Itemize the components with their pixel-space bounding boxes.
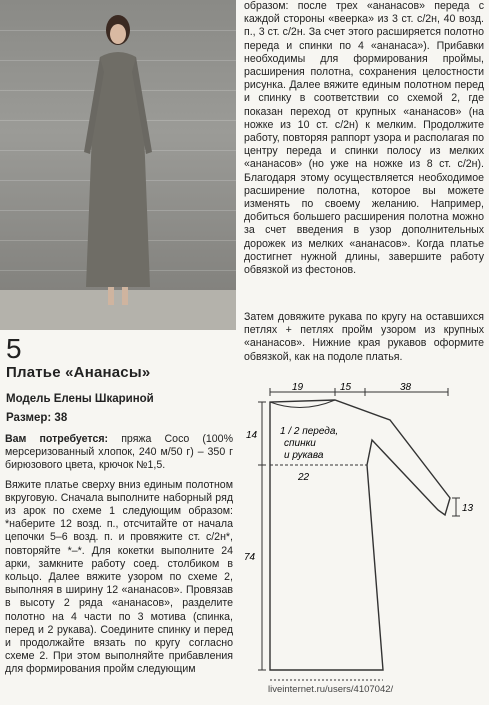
author-line: Модель Елены Шкариной	[6, 393, 154, 405]
materials-text: пряжа Coco (100% мерсеризованный хлопок, 240 м/50 г) – 350 г бирюзового цвета, крючок №1,5.	[5, 433, 233, 472]
dim-14: 14	[246, 430, 258, 441]
dim-22: 22	[298, 472, 310, 483]
watermark-url: liveinternet.ru/users/4107042/	[268, 684, 394, 695]
main-instructions: Вяжите платье сверху вниз единым полотном вкруговую. Сначала выполните наборный ряд из арок по схеме 1 следующим образом: *наберите 12 возд. п., отсчитайте от начала цепочки 5–6 возд. п. и провяжите ст. с/2н*, повторяйте *–*. Для кокетки выполните 24 арки, замкните работу соед. столбиком в кольцо. Далее вяжите узором по схеме 2, выполняя в ширину 12 «ананасов». Провязав в высоту 2 ряда «ананасов», разделите полотно на 4 части по 3 мотива (спинка, перед и 2 рукава). Соедините спинку и перед и продолжайте вязать по кругу согласно схеме 2. При этом выполняйте прибавления для формирования пройм следующим	[5, 478, 233, 676]
pattern-diagram	[240, 380, 489, 700]
instructions-text-continued: образом: после трех «ананасов» переда с каждой стороны «веерка» из 3 ст. с/2н, 40 возд. п., 3 ст. с/2н. За счет этого расширяется полотно переда и спинки по 4 «ананаса»). Прибавки необходимы для формирования проймы, расширения полотна, сохранения целостности рисунка. Далее вяжите единым полотном перед и спинку в соответствии со схемой 2, где показан переход от крупных «ананасов» (на ножке из 10 ст. с/2н) к мелким. Продолжите работу, повторяя раппорт узора и располагая по центру переда и спинки полосу из мелких «ананасов» (но уже на ножке из 8 ст. с/2н). Благодаря этому осуществляется необходимое расширение полотна, которое вы можете изменять по своему желанию. Например, добиться большего расширения полотна можно за счет введения в узор дополнительных дорожек из мелких «ананасов». Когда платье достигнет нужной длины, завершите работу обвязкой из фестонов.	[244, 0, 484, 277]
materials-label: Вам потребуется:	[5, 433, 109, 445]
sleeve-instructions: Затем довяжите рукава по кругу на оставшихся петлях + петлях пройм узором из крупных «ананасов». Нижние края рукавов оформите обвязкой, как на подоле платья.	[244, 311, 484, 363]
materials-and-instructions	[5, 433, 233, 677]
dim-74: 74	[244, 552, 256, 563]
dim-38: 38	[400, 382, 412, 393]
dress-figure	[78, 12, 158, 312]
inner-label-3: и рукава	[284, 450, 324, 461]
pattern-title: Платье «Ананасы»	[6, 364, 151, 381]
model-number: 5	[6, 333, 22, 364]
model-photo	[0, 0, 236, 330]
dim-15: 15	[340, 382, 352, 393]
inner-label-2: спинки	[284, 438, 316, 449]
dim-19: 19	[292, 382, 304, 393]
inner-label-1: 1 / 2 переда,	[280, 426, 339, 437]
dim-13: 13	[462, 503, 474, 514]
size-line: Размер: 38	[6, 412, 68, 424]
